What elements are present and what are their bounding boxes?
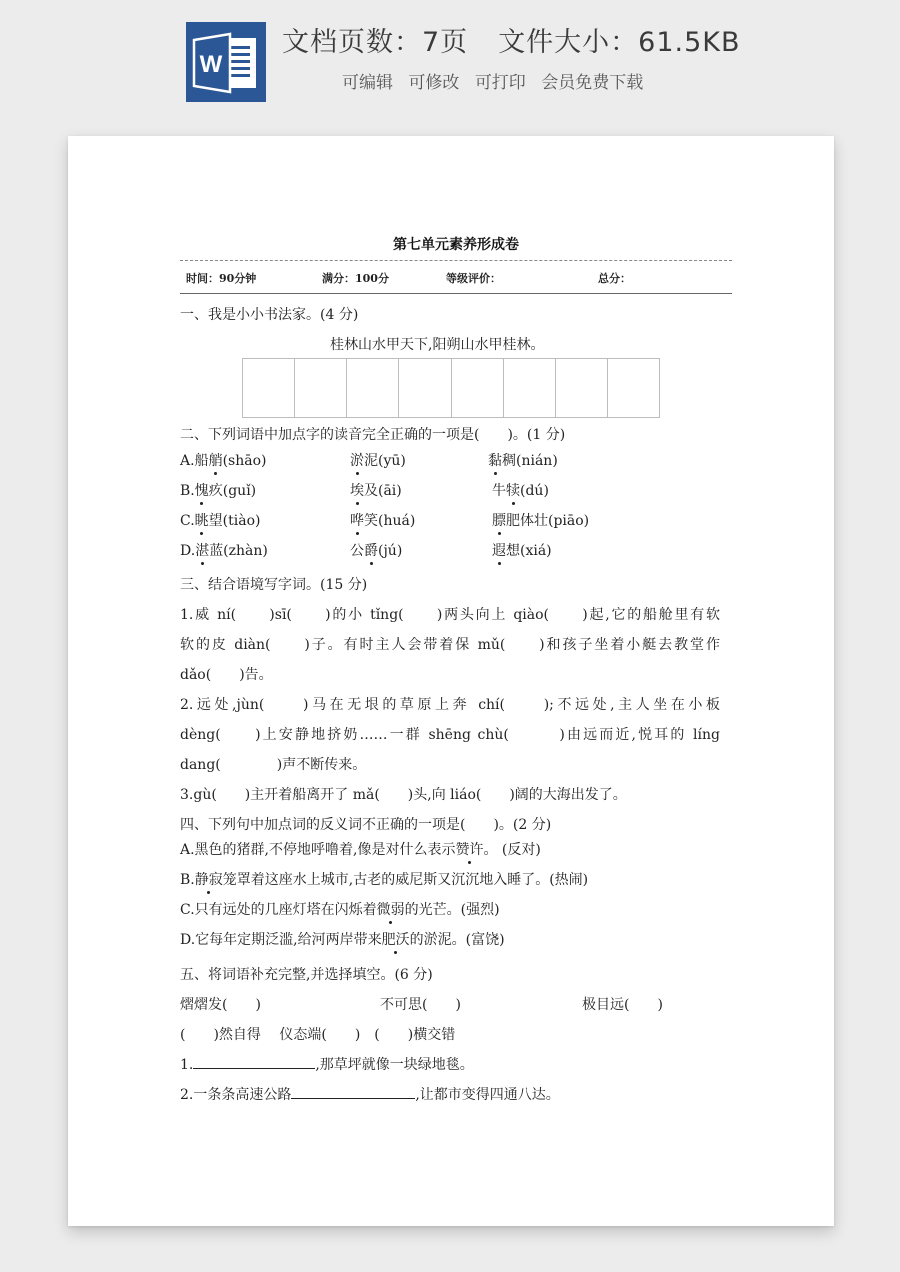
option-b-word-3: 牛犊(dú) [492,480,549,500]
section-4-option-c: C.只有远处的几座灯塔在闪烁着微弱的光芒。(强烈) [180,899,500,919]
download-banner [0,0,900,120]
page-count: 文档页数：7页 [282,27,469,58]
word-document-icon [186,22,266,102]
exam-info-bar [180,260,732,294]
answer-blank[interactable] [291,1084,415,1099]
grid-cell[interactable] [295,359,347,417]
option-d-word-1: D.湛蓝(zhàn) [180,540,268,560]
fill-question-2: 2.一条条高速公路 ,让都市变得四通八达。 [180,1084,560,1104]
feature-member-download: 会员免费下载 [541,73,644,93]
grid-cell[interactable] [556,359,608,417]
section-4-heading: 四、下列句中加点词的反义词不正确的一项是( )。(2 分) [180,817,552,833]
idiom-1: 熠熠发( ) [180,997,261,1013]
section-3-line: dèng( )上安静地挤奶……一群 shēng chù( )由远而近,悦耳的 líng [180,727,720,743]
fill-question-1: 1. ,那草坪就像一块绿地毯。 [180,1054,474,1074]
section-4-option-b: B.静寂笼罩着这座水上城市,古老的威尼斯又沉沉地入睡了。(热闹) [180,869,588,889]
section-4-option-d: D.它每年定期泛滥,给河两岸带来肥沃的淤泥。(富饶) [180,929,505,949]
exam-full-score: 满分：100分 [322,272,389,285]
section-3-line: 软的皮 diàn( )子。有时主人会带着保 mǔ( )和孩子坐着小艇去教堂作 [180,637,720,653]
section-4-option-a: A.黑色的猪群,不停地呼噜着,像是对什么表示赞许。 (反对) [180,839,541,859]
idiom-3: 极目远( ) [582,997,663,1013]
grid-cell[interactable] [504,359,556,417]
grid-cell[interactable] [347,359,399,417]
option-c-word-3: 膘肥体壮(piāo) [492,510,589,530]
exam-grade: 等级评价： [446,272,501,285]
section-3-line: 1.威 ní( )sī( )的小 tǐng( )两头向上 qiào( )起,它的船舱里有软 [180,607,720,623]
section-5-heading: 五、将词语补充完整,并选择填空。(6 分) [180,967,433,983]
grid-cell[interactable] [608,359,659,417]
answer-blank[interactable] [193,1054,315,1069]
grid-cell[interactable] [243,359,295,417]
svg-text:W: W [199,51,223,78]
option-a-word-1: A.船艄(shāo) [180,450,266,470]
option-b-word-2: 埃及(āi) [350,480,402,500]
section-3-heading: 三、结合语境写字词。(15 分) [180,577,368,593]
section-3-line: 2.远处,jùn( )马在无垠的草原上奔 chí( );不远处,主人坐在小板 [180,697,720,713]
section-2-heading: 二、下列词语中加点字的读音完全正确的一项是( )。(1 分) [180,427,566,443]
option-d-word-2: 公爵(jú) [350,540,402,560]
calligraphy-sentence: 桂林山水甲天下,阳朔山水甲桂林。 [330,337,545,353]
idiom-2: 不可思( ) [380,997,461,1013]
file-size: 文件大小：61.5KB [498,27,741,58]
section-3-line: dang( )声不断传来。 [180,757,367,773]
section-1-heading: 一、我是小小书法家。(4 分) [180,307,359,323]
feature-editable: 可编辑 [342,73,393,93]
option-c-word-1: C.眺望(tiào) [180,510,260,530]
option-a-word-2: 淤泥(yū) [350,450,406,470]
document-page [68,136,834,1226]
idiom-row-2: ( )然自得 仪态端( ) ( )横交错 [180,1027,456,1043]
option-b-word-1: B.愧疚(guǐ) [180,480,256,500]
writing-grid [242,358,660,418]
section-3-line: 3.gù( )主开着船离开了 mǎ( )头,向 liáo( )阔的大海出发了。 [180,787,627,803]
option-c-word-2: 哗笑(huá) [350,510,415,530]
feature-list [342,68,653,93]
option-a-word-3: 黏稠(nián) [488,450,558,470]
feature-modifiable: 可修改 [408,73,460,93]
grid-cell[interactable] [452,359,504,417]
feature-printable: 可打印 [474,73,526,93]
exam-total: 总分： [598,272,631,285]
option-d-word-3: 遐想(xiá) [492,540,552,560]
section-3-line: dǎo( )告。 [180,667,273,683]
page-title: 第七单元素养形成卷 [393,237,519,253]
exam-time: 时间：90分钟 [186,272,257,285]
grid-cell[interactable] [399,359,451,417]
file-info [282,20,882,59]
